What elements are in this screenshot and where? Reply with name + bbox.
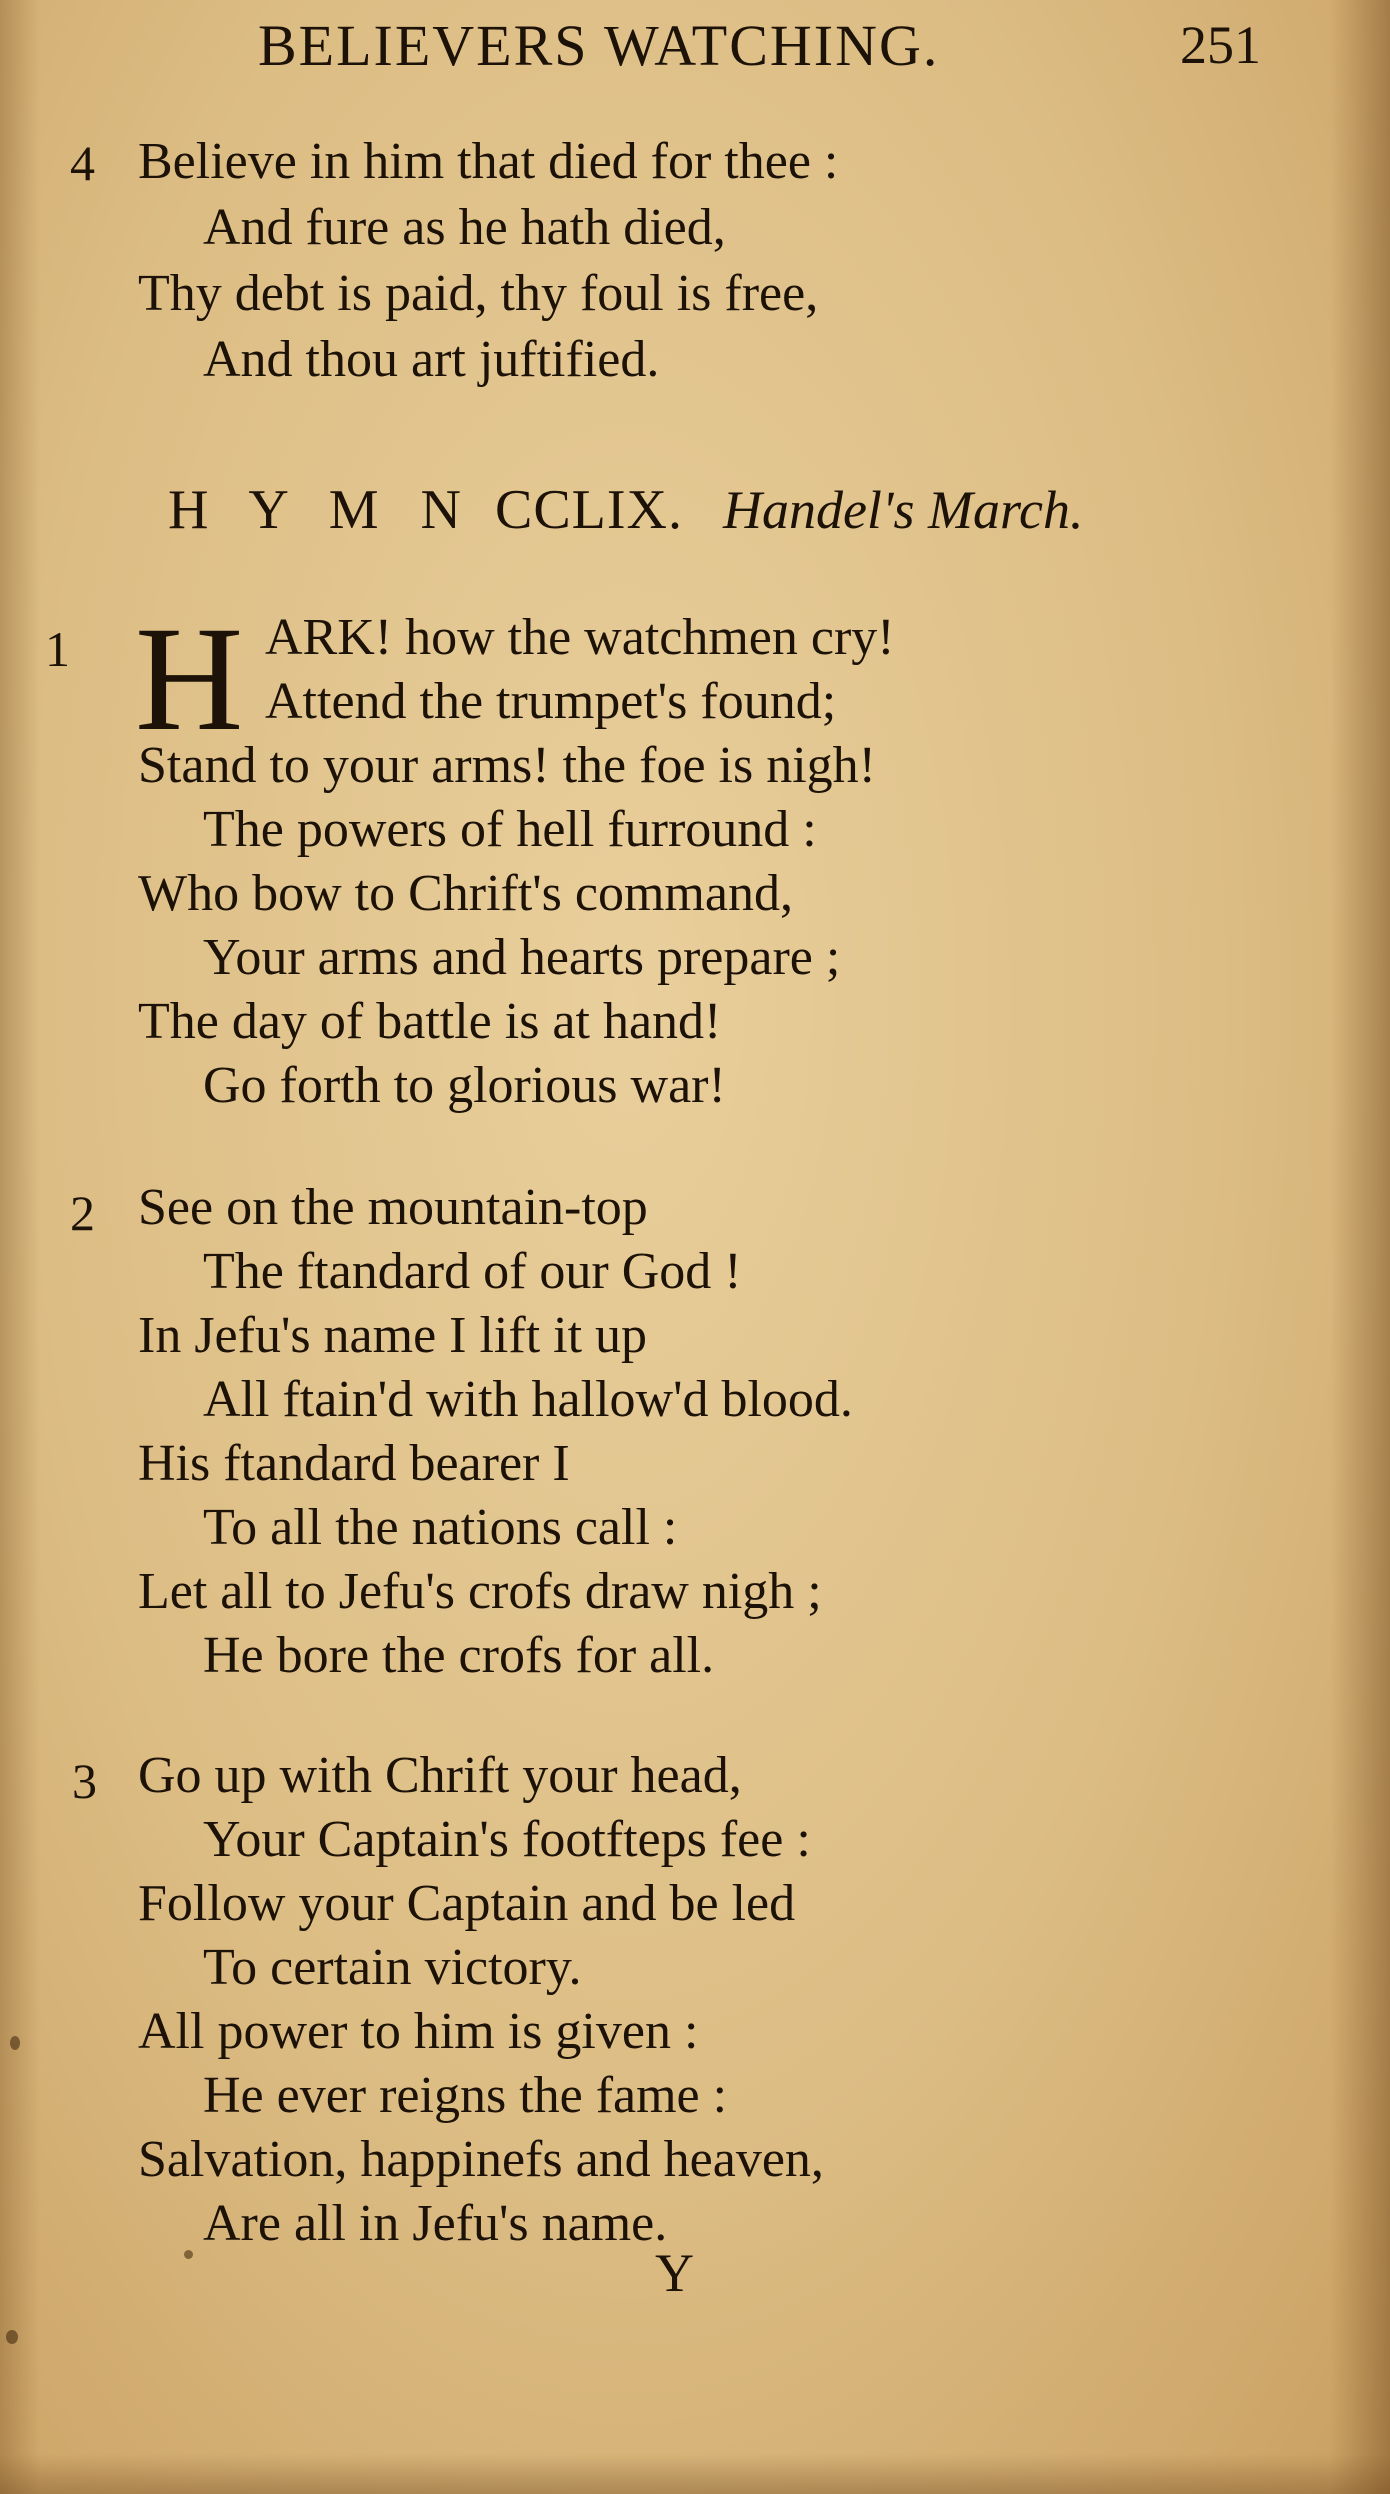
hymn-title [168,478,1083,542]
page-edge-left [0,0,40,2494]
signature-mark: Y [655,2243,694,2303]
verse-number-1: 1 [45,621,70,677]
verse-line: He bore the crofs for all. [203,1627,715,1684]
verse-line: He ever reigns the fame : [203,2067,728,2124]
verse-line: The ftandard of our God ! [203,1243,742,1300]
verse-line: Your Captain's footfteps fee : [203,1811,811,1868]
ink-speck [6,2330,18,2344]
verse-line: Believe in him that died for thee : [138,133,839,190]
verse-line: To certain victory. [203,1939,582,1996]
verse-line: The powers of hell furround : [203,801,817,858]
page-edge-bottom [0,2454,1390,2494]
verse-number-3: 3 [72,1753,97,1809]
verse-line: Thy debt is paid, thy foul is free, [138,265,819,322]
verse-line: And thou art juftified. [203,331,660,388]
verse-number-2: 2 [70,1185,95,1241]
verse-line: Let all to Jefu's crofs draw nigh ; [138,1563,822,1620]
verse-line: His ftandard bearer I [138,1435,570,1492]
running-title: BELIEVERS WATCHING. [258,13,940,78]
verse-line: Are all in Jefu's name. [203,2195,668,2252]
hymn-tune: Handel's March. [722,480,1084,540]
drop-cap: H [135,596,244,762]
verse-line: Attend the trumpet's found; [265,673,837,730]
verse-line: Who bow to Chrift's command, [138,865,793,922]
ink-speck [184,2250,193,2259]
verse-line: ARK! how the watchmen cry! [265,609,895,666]
verse-line: In Jefu's name I lift it up [138,1307,648,1364]
verse-line: Salvation, happinefs and heaven, [138,2131,824,2188]
hymn-number: CCLIX. [494,479,683,541]
verse-line: Go up with Chrift your head, [138,1747,742,1804]
verse-number-4: 4 [70,135,95,191]
verse-line: All ftain'd with hallow'd blood. [203,1371,853,1428]
verse-line: All power to him is given : [138,2003,699,2060]
hymn-label: H Y M N [168,479,475,541]
verse-line: Follow your Captain and be led [138,1875,796,1932]
ink-speck [10,2036,20,2050]
page-number: 251 [1180,15,1261,75]
verse-line: See on the mountain-top [138,1179,648,1236]
verse-line: And fure as he hath died, [203,199,726,256]
verse-line: The day of battle is at hand! [138,993,722,1050]
page-edge-right [1330,0,1390,2494]
verse-line: Go forth to glorious war! [203,1057,726,1114]
verse-line: To all the nations call : [203,1499,678,1556]
verse-line: Stand to your arms! the foe is nigh! [138,737,876,794]
verse-line: Your arms and hearts prepare ; [203,929,841,986]
